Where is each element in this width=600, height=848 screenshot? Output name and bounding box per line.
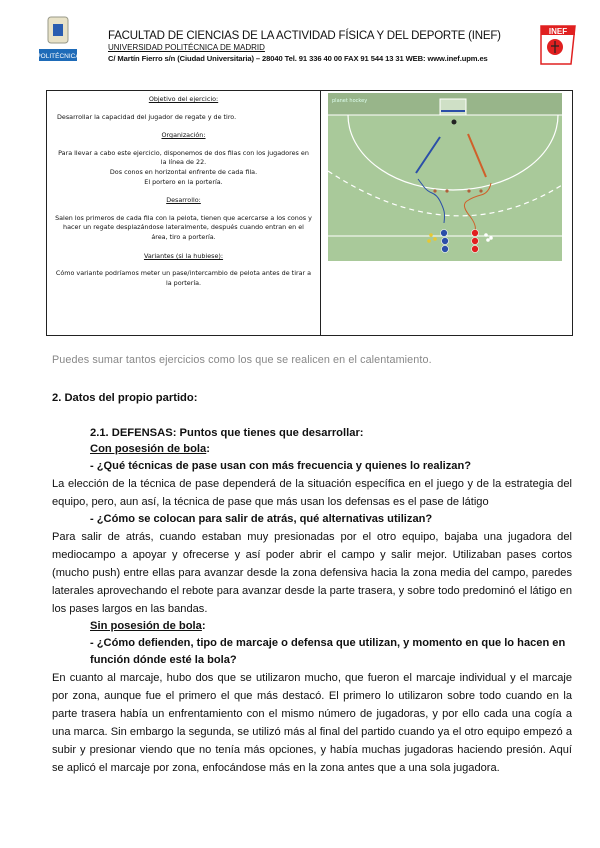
question-1: - ¿Qué técnicas de pase usan con más frecuencia y quienes lo realizan?	[90, 460, 472, 472]
answer-3: En cuanto al marcaje, hubo dos que se utilizaron mucho, que fueron el marcaje individual y el marcaje por zona, aunque fue el primero el que más destacó. El primero lo utilizaron sobre todo cuando en la parte trasera había un enfrentamiento con el mismo número de jugadoras, y por ello cada una cogía a una marca. Sin embargo la segunda, se utilizó más al final del partido cuando ya el otro equipo empezó a subir y presionar viendo que no tenía más opciones, y había muchas jugadoras haciendo presión. Aquí se aplicó el marcaje por zona, enfocándose más en la zona antes que a una sola jugadora.	[52, 672, 572, 774]
variants-text: Cómo variante podríamos meter un pase/intercambio de pelota antes de tirar a la portería.	[55, 269, 312, 287]
without-ball-heading: Sin posesión de bola:	[90, 620, 206, 632]
upm-logo	[38, 16, 78, 62]
development-heading: Desarrollo:	[166, 196, 201, 205]
answer-2: Para salir de atrás, cuando estaban muy presionadas por el otro equipo, bajaba una jugadora del mediocampo a apoyar y ofrecerse y así poder abrir el campo y salir mejor. Utilizaban pases cortos (mucho push) entre ellas para avanzar desde la zona defensiva hacia la zona media del campo, paredes laterales aprovechando el rebote para avanzar desde la parte trasera, y sobre todo predominó el látigo en los pases largos en las bandas.	[52, 531, 572, 615]
objective-text: Desarrollar la capacidad del jugador de regate y de tiro.	[57, 112, 237, 121]
organization-line: El portero en la portería.	[144, 177, 223, 186]
variants-heading: Variantes (si la hubiese):	[143, 251, 224, 260]
exercise-description	[47, 91, 321, 335]
inef-logo	[540, 25, 576, 69]
objective-heading: Objetivo del ejercicio:	[148, 95, 219, 103]
document-body	[46, 90, 573, 777]
with-ball-label: Con posesión de bola	[90, 443, 207, 455]
answer-1: La elección de la técnica de pase dependerá de la situación específica en el juego y de la estrategia del equipo, pero, aun así, la técnica de pase que más usan los defensas es el pase de látigo	[52, 478, 572, 508]
ball	[452, 120, 457, 125]
faculty-name: FACULTAD DE CIENCIAS DE LA ACTIVIDAD FÍSICA Y DEL DEPORTE (INEF)	[108, 30, 501, 42]
question-2: - ¿Cómo se colocan para salir de atrás, qué alternativas utilizan?	[90, 513, 433, 525]
section-2-1-title: 2.1. DEFENSAS: Puntos que tienes que desarrollar:	[90, 427, 364, 439]
with-ball-heading: Con posesión de bola:	[90, 443, 210, 455]
hockey-field-diagram	[328, 93, 562, 261]
exercise-diagram-cell	[321, 91, 572, 335]
organization-line: Para llevar a cabo este ejercicio, disponemos de dos filas con los jugadores en la línea de 22.	[58, 148, 309, 167]
inef-logo-text: INEF	[548, 27, 568, 36]
address-line: C/ Martín Fierro s/n (Ciudad Universitaria) – 28040 Tel. 91 336 40 00 FAX 91 544 13 31 WEB: www.inef.upm.es	[108, 54, 488, 63]
organization-heading: Organización:	[161, 131, 206, 140]
diagram-watermark: planet hockey	[332, 98, 368, 104]
inef-logo-icon	[540, 25, 576, 65]
organization-line: Dos conos en horizontal enfrente de cada fila.	[109, 167, 258, 176]
question-3: - ¿Cómo defienden, tipo de marcaje o defensa que utilizan, y momento en que lo hacen en función dónde esté la bola?	[90, 637, 566, 666]
without-ball-label: Sin posesión de bola	[90, 620, 202, 632]
upm-crest-icon	[38, 16, 78, 62]
section-2-body	[52, 353, 572, 777]
exercise-table	[46, 90, 573, 336]
section-2-title: 2. Datos del propio partido:	[52, 392, 198, 404]
development-text: Salen los primeros de cada fila con la pelota, tienen que acercarse a los conos y hacer un regate desplazándose lateralmente, después cuando entran en el área, tiro a portería.	[55, 213, 312, 241]
upm-logo-text: POLITÉCNICA	[38, 53, 78, 60]
note-text: Puedes sumar tantos ejercicios como los que se realicen en el calentamiento.	[52, 354, 432, 366]
university-name: UNIVERSIDAD POLITÉCNICA DE MADRID	[108, 43, 265, 52]
